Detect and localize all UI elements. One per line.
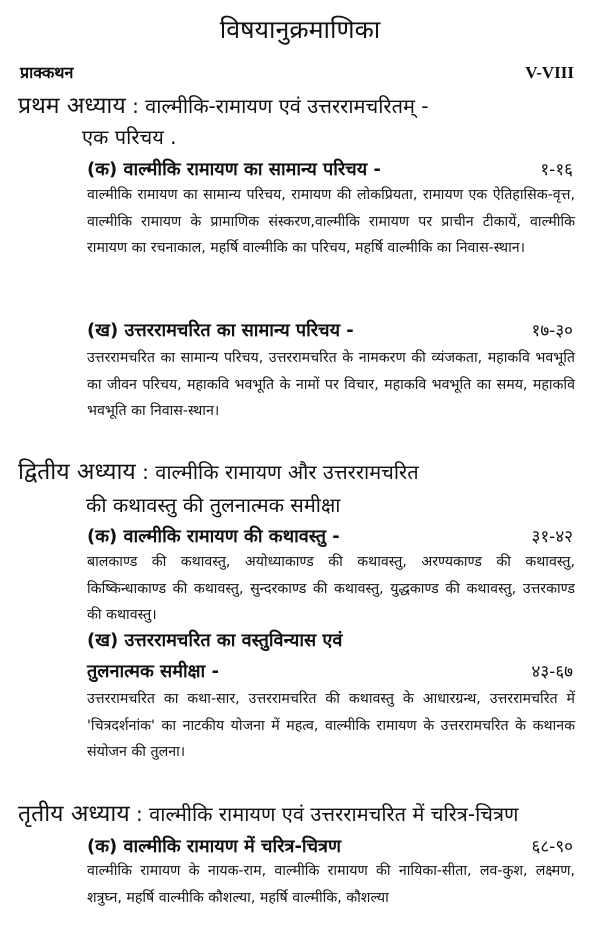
chapter-1-section-b-desc: उत्तररामचरित का सामान्य परिचय, उत्तररामचरित के नामकरण की व्यंजकता, महाकवि भवभूति का जीवन परिचय, महाकवि भवभूति के नामों पर विचार, महाकवि भवभूति का समय, महाकवि भवभूति का निवास-स्थान। xyxy=(87,350,575,420)
chapter-2-section-a-desc: बालकाण्ड की कथावस्तु, अयोध्याकाण्ड की कथावस्तु, अरण्यकाण्ड की कथावस्तु, किष्किन्धाकाण्ड की कथावस्तु, सुन्दरकाण्ड की कथावस्तु, युद्धकाण्ड की कथावस्तु, उत्तरकाण्ड की कथावस्तु। xyxy=(87,554,575,624)
chapter-2-title-line2: की कथावस्तु की तुलनात्मक समीक्षा xyxy=(86,493,341,517)
chapter-2-section-b-desc: उत्तररामचरित का कथा-सार, उत्तररामचरित की कथावस्तु के आधारग्रन्थ, उत्तररामचरित में 'चित्रदर्शनांक' का नाटकीय योजना में महत्व, वाल्मीकि रामायण के उत्तररामचरित के कथानक संयोजन की तुलना। xyxy=(87,691,575,761)
page-title: विषयानुक्रमाणिका xyxy=(219,15,381,44)
chapter-2-section-b-pages: ४३-६७ xyxy=(531,662,573,682)
chapter-2-section-a-title: (क) वाल्मीकि रामायण की कथावस्तु - xyxy=(87,526,340,547)
chapter-3-title: : वाल्मीकि रामायण एवं उत्तररामचरित में चरित्र-चित्रण xyxy=(136,802,519,826)
chapter-1-label: प्रथम अध्याय xyxy=(18,93,126,119)
chapter-1-section-a-desc: वाल्मीकि रामायण का सामान्य परिचय, रामायण की लोकप्रियता, रामायण एक ऐतिहासिक-वृत्त, वाल्मीकि रामायण के प्रामाणिक संस्करण,वाल्मीकि रामायण पर प्राचीन टीकायें, वाल्मीकि रामायण का रचनाकाल, महर्षि वाल्मीकि का परिचय, महर्षि वाल्मीकि का निवास-स्थान। xyxy=(87,187,575,257)
chapter-2-heading xyxy=(18,457,578,487)
chapter-2-title: : वाल्मीकि रामायण और उत्तररामचरित xyxy=(142,460,419,484)
chapter-1-title: : वाल्मीकि-रामायण एवं उत्तररामचरितम् - xyxy=(132,94,429,118)
chapter-1-section-a-title: (क) वाल्मीकि रामायण का सामान्य परिचय - xyxy=(87,159,381,180)
chapter-3-section-a-pages: ६८-९० xyxy=(531,837,573,857)
chapter-3-section-a-desc: वाल्मीकि रामायण के नायक-राम, वाल्मीकि रामायण की नायिका-सीता, लव-कुश, लक्ष्मण, शत्रुघ्न, महर्षि वाल्मीकि कौशल्या, महर्षि वाल्मीकि, कौशल्या xyxy=(87,863,575,906)
chapter-2-section-a-pages: ३१-४२ xyxy=(531,527,573,547)
chapter-1-section-b-title: (ख) उत्तररामचरित का सामान्य परिचय - xyxy=(87,320,354,341)
chapter-1-section-a-pages: १-१६ xyxy=(540,160,573,180)
chapter-3-section-a-title: (क) वाल्मीकि रामायण में चरित्र-चित्रण xyxy=(87,836,341,857)
preface-label: प्राक्कथन xyxy=(20,63,74,82)
chapter-1-section-b-pages: १७-३० xyxy=(531,321,573,341)
chapter-1-title-line2: एक परिचय . xyxy=(82,125,177,149)
chapter-1-heading xyxy=(18,91,578,121)
chapter-2-section-b-title-line2: तुलनात्मक समीक्षा - xyxy=(87,661,219,682)
chapter-3-label: तृतीय अध्याय xyxy=(18,801,130,827)
chapter-2-section-b-title: (ख) उत्तररामचरित का वस्तुविन्यास एवं xyxy=(87,630,343,651)
chapter-3-heading xyxy=(18,799,578,829)
preface-pages: V-VIII xyxy=(525,63,574,82)
chapter-2-label: द्वितीय अध्याय xyxy=(18,459,136,485)
